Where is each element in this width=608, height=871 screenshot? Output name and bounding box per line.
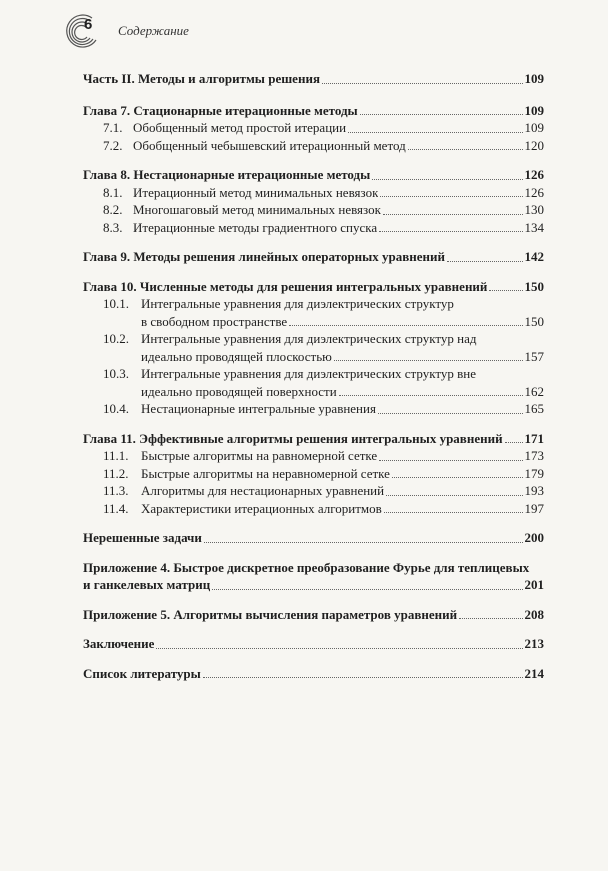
toc-spacer — [83, 517, 544, 529]
dot-leader — [360, 114, 523, 115]
toc-section-number: 11.1. — [103, 448, 129, 463]
toc-chapter-entry[interactable] — [83, 248, 544, 266]
toc-entry-title: Нерешенные задачи — [83, 530, 202, 545]
toc-page-number: 150 — [524, 278, 544, 294]
toc-spacer — [83, 547, 544, 559]
toc-section-number: 10.3. — [103, 366, 129, 381]
toc-chapter-entry[interactable] — [83, 102, 544, 120]
toc-entry-title-line2: идеально проводящей поверхности — [141, 383, 337, 399]
toc-section-number: 8.2. — [103, 202, 123, 217]
running-title: Содержание — [118, 23, 189, 38]
toc-page-number: 179 — [524, 465, 544, 481]
dot-leader — [322, 83, 523, 84]
toc-section-entry[interactable] — [83, 365, 544, 400]
toc-chapter-entry[interactable] — [83, 665, 544, 683]
page-number: 6 — [84, 16, 93, 33]
toc-page-number: 201 — [524, 577, 544, 592]
toc-entry-title: Характеристики итерационных алгоритмов — [141, 500, 382, 516]
toc-page-number: 120 — [524, 137, 544, 153]
toc-section-number: 7.1. — [103, 120, 123, 135]
toc-section-entry[interactable] — [83, 119, 544, 137]
dot-leader — [289, 325, 522, 326]
toc-entry-title: Обобщенный метод простой итерации — [133, 120, 347, 135]
toc-page-number: 142 — [524, 249, 544, 264]
toc-page-number: 197 — [524, 500, 544, 516]
dot-leader — [379, 460, 522, 461]
toc-section-number: 10.2. — [103, 331, 129, 346]
toc-section-entry[interactable] — [83, 400, 544, 418]
dot-leader — [380, 196, 522, 197]
toc-page-number: 193 — [524, 483, 544, 498]
toc-page-number: 214 — [524, 665, 544, 681]
toc-page-number: 165 — [524, 401, 544, 416]
toc-entry-title: Итерационные методы градиентного спуска — [133, 219, 378, 235]
toc-entry-title: Нестационарные интегральные уравнения — [141, 401, 376, 416]
toc-section-number: 11.2. — [103, 465, 129, 481]
toc-entry-title-line2: и ганкелевых матриц — [83, 577, 211, 592]
toc-page-number: 130 — [524, 202, 544, 217]
toc-entry-title: Быстрые алгоритмы на неравномерной сетке — [141, 465, 390, 481]
toc-chapter-entry[interactable] — [83, 529, 544, 547]
toc-chapter-entry[interactable] — [83, 70, 544, 88]
toc-section-entry[interactable] — [83, 184, 544, 202]
toc-chapter-entry[interactable] — [83, 430, 544, 448]
toc-entry-title-line2: в свободном пространстве — [141, 313, 288, 329]
toc-page-number: 126 — [524, 167, 544, 182]
toc-entry-title-line1: Интегральные уравнения для диэлектрических структур — [141, 296, 454, 311]
toc-spacer — [83, 594, 544, 606]
toc-page-number: 109 — [524, 102, 544, 118]
toc-section-number: 8.1. — [103, 184, 123, 200]
dot-leader — [204, 542, 523, 543]
toc-section-entry[interactable] — [83, 482, 544, 500]
toc-entry-title: Заключение — [83, 636, 155, 651]
toc-chapter-entry[interactable] — [83, 635, 544, 653]
toc-page-number: 134 — [524, 219, 544, 235]
toc-page-number: 157 — [524, 348, 544, 364]
toc-page-number: 162 — [524, 383, 544, 399]
toc-section-entry[interactable] — [83, 330, 544, 365]
dot-leader — [378, 413, 523, 414]
dot-leader — [447, 261, 523, 262]
toc-chapter-entry[interactable] — [83, 278, 544, 296]
toc-entry-title: Быстрые алгоритмы на равномерной сетке — [141, 448, 378, 463]
toc-spacer — [83, 623, 544, 635]
toc-entry-title-line2: идеально проводящей плоскостью — [141, 348, 332, 364]
toc-page-number: 208 — [524, 606, 544, 622]
toc-entry-title-line1: Интегральные уравнения для диэлектрических структур над — [141, 331, 477, 346]
dot-leader — [203, 677, 523, 678]
dot-leader — [408, 149, 523, 150]
publisher-logo-icon — [62, 12, 102, 52]
toc-chapter-entry[interactable] — [83, 559, 544, 594]
toc-section-number: 7.2. — [103, 137, 123, 153]
toc-entry-title: Многошаговый метод минимальных невязок — [133, 202, 381, 217]
toc-chapter-entry[interactable] — [83, 166, 544, 184]
toc-page-number: 126 — [524, 184, 544, 200]
dot-leader — [348, 132, 522, 133]
table-of-contents — [83, 70, 544, 682]
toc-section-entry[interactable] — [83, 219, 544, 237]
page-header — [62, 12, 189, 52]
dot-leader — [489, 290, 522, 291]
toc-entry-title: Итерационный метод минимальных невязок — [133, 184, 379, 200]
toc-page-number: 200 — [524, 530, 544, 545]
dot-leader — [386, 495, 522, 496]
toc-entry-title: Глава 9. Методы решения линейных операторных уравнений — [83, 249, 445, 264]
toc-page-number: 171 — [524, 430, 544, 446]
dot-leader — [379, 231, 522, 232]
toc-section-number: 10.4. — [103, 401, 129, 416]
dot-leader — [212, 589, 522, 590]
dot-leader — [383, 214, 523, 215]
toc-entry-title-line1: Интегральные уравнения для диэлектрических структур вне — [141, 366, 476, 381]
dot-leader — [339, 395, 523, 396]
dot-leader — [392, 477, 523, 478]
toc-page-number: 150 — [524, 313, 544, 329]
toc-entry-title: Список литературы — [83, 665, 201, 681]
dot-leader — [459, 618, 522, 619]
toc-section-entry[interactable] — [83, 447, 544, 465]
dot-leader — [156, 648, 522, 649]
toc-entry-title: Обобщенный чебышевский итерационный метод — [133, 137, 406, 153]
toc-section-entry[interactable] — [83, 137, 544, 155]
toc-section-number: 10.1. — [103, 296, 129, 311]
toc-entry-title: Глава 11. Эффективные алгоритмы решения интегральных уравнений — [83, 430, 503, 446]
toc-spacer — [83, 653, 544, 665]
toc-entry-title: Глава 7. Стационарные итерационные методы — [83, 102, 358, 118]
dot-leader — [334, 360, 523, 361]
toc-spacer — [83, 266, 544, 278]
toc-page-number: 109 — [524, 120, 544, 135]
dot-leader — [505, 442, 523, 443]
toc-section-entry[interactable] — [83, 201, 544, 219]
dot-leader — [372, 179, 522, 180]
toc-section-entry[interactable] — [83, 500, 544, 518]
toc-spacer — [83, 88, 544, 102]
toc-section-number: 11.3. — [103, 483, 129, 498]
toc-section-entry[interactable] — [83, 465, 544, 483]
toc-spacer — [83, 154, 544, 166]
toc-entry-title-line1: Приложение 4. Быстрое дискретное преобразование Фурье для теплицевых — [83, 559, 530, 575]
toc-entry-title: Глава 8. Нестационарные итерационные методы — [83, 167, 371, 182]
dot-leader — [384, 512, 523, 513]
toc-spacer — [83, 236, 544, 248]
toc-entry-title: Алгоритмы для нестационарных уравнений — [141, 483, 385, 498]
toc-page-number: 109 — [524, 71, 544, 86]
toc-spacer — [83, 418, 544, 430]
toc-page-number: 173 — [524, 448, 544, 463]
toc-page-number: 213 — [524, 636, 544, 651]
toc-entry-title: Часть II. Методы и алгоритмы решения — [83, 71, 320, 86]
toc-entry-title: Глава 10. Численные методы для решения интегральных уравнений — [83, 278, 488, 294]
toc-section-entry[interactable] — [83, 295, 544, 330]
toc-entry-title: Приложение 5. Алгоритмы вычисления параметров уравнений — [83, 606, 458, 622]
toc-section-number: 11.4. — [103, 500, 129, 516]
toc-chapter-entry[interactable] — [83, 606, 544, 624]
toc-section-number: 8.3. — [103, 219, 123, 235]
